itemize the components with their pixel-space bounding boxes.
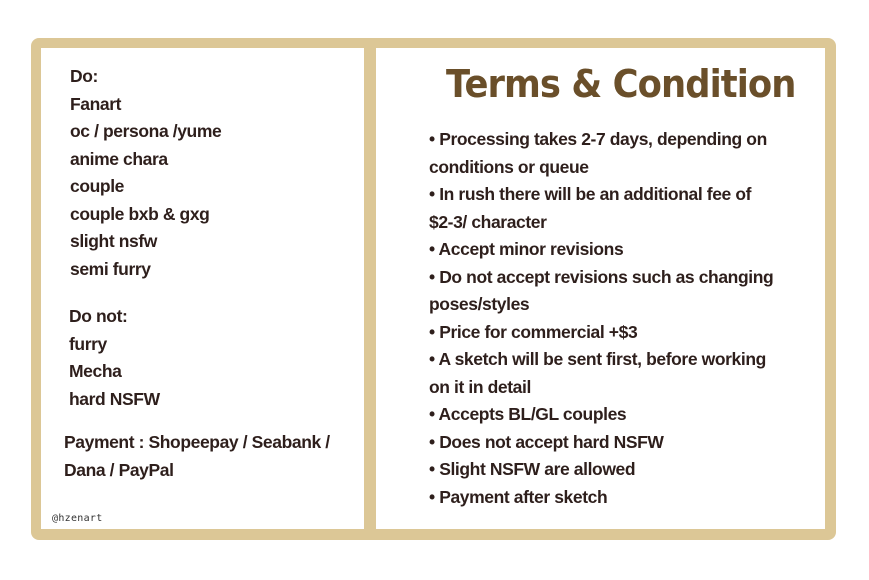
do-item: anime chara [70,148,168,169]
terms-list [429,126,819,511]
donot-item: Mecha [69,361,122,381]
terms-line: • Accept minor revisions [429,239,624,259]
terms-line: $2-3/ character [429,211,547,232]
do-item: oc / persona /yume [70,121,222,141]
do-item: semi furry [70,258,151,279]
do-item: Fanart [70,93,122,114]
terms-line: • Payment after sketch [429,486,608,507]
do-item: slight nsfw [70,231,157,251]
donot-item: hard NSFW [69,388,160,409]
do-heading: Do: [70,66,98,86]
terms-line: • Processing takes 2-7 days, depending on [429,129,767,149]
terms-line: on it in detail [429,376,531,397]
donot-section [69,303,160,413]
terms-line: • In rush there will be an additional fee of [429,184,752,204]
do-item: couple [70,176,124,196]
do-section [70,63,221,283]
terms-line: • Price for commercial +$3 [429,321,638,342]
terms-line: • Do not accept revisions such as changing [429,266,774,287]
terms-line: • Slight NSFW are allowed [429,459,636,479]
terms-line: • A sketch will be sent first, before working [429,349,766,369]
terms-title: Terms & Condition [446,62,796,106]
terms-line: • Does not accept hard NSFW [429,431,664,452]
donot-item: furry [69,333,107,354]
payment-line: Dana / PayPal [64,459,174,480]
terms-line: conditions or queue [429,156,589,177]
payment-section [64,429,330,484]
terms-line: poses/styles [429,294,530,314]
terms-line: • Accepts BL/GL couples [429,404,627,424]
artist-watermark: @hzenart [52,513,103,524]
payment-line: Payment : Shopeepay / Seabank / [64,432,330,452]
donot-heading: Do not: [69,306,128,326]
do-item: couple bxb & gxg [70,203,210,224]
